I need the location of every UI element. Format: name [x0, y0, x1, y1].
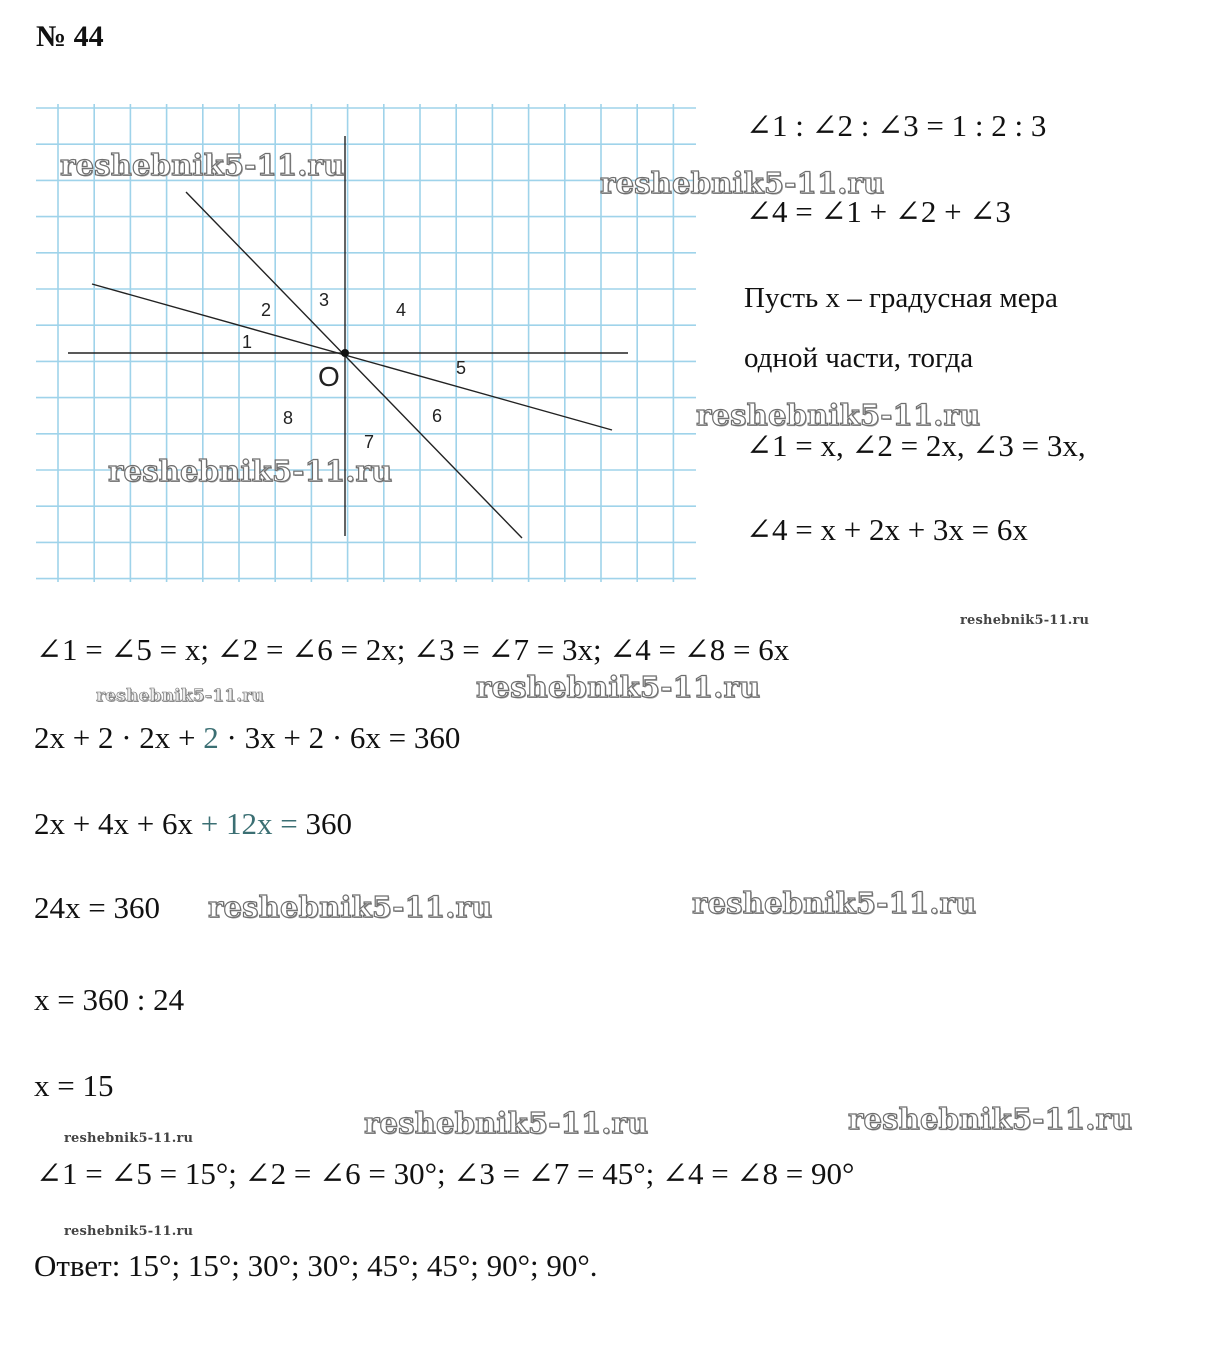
- angle-label-4: 4: [396, 300, 407, 320]
- angle-label-3: 3: [319, 290, 330, 310]
- problem-number: № 44: [36, 20, 104, 53]
- angle-label-6: 6: [432, 406, 443, 426]
- watermark: reshebnik5-11.ru: [108, 454, 393, 488]
- equation-2: [34, 806, 352, 842]
- equation-3: 24x = 360: [34, 890, 160, 925]
- vertical-angles-line: ∠1 = ∠5 = x; ∠2 = ∠6 = 2x; ∠3 = ∠7 = 3x; ∠4 = ∠8 = 6x: [36, 632, 790, 667]
- watermark: reshebnik5-11.ru: [96, 686, 264, 706]
- watermark: reshebnik5-11.ru: [364, 1106, 649, 1140]
- angle-label-1: 1: [242, 332, 253, 352]
- equation-1-part-c: · 3x + 2 · 6x = 360: [218, 720, 461, 755]
- watermark: reshebnik5-11.ru: [64, 1224, 194, 1239]
- angle4-line: ∠4 = x + 2x + 3x = 6x: [746, 512, 1028, 547]
- watermark: reshebnik5-11.ru: [600, 166, 885, 200]
- ratio-line: ∠1 : ∠2 : ∠3 = 1 : 2 : 3: [746, 108, 1047, 143]
- equation-1: [34, 720, 460, 756]
- equation-4: x = 360 : 24: [34, 982, 185, 1017]
- answer-line: Ответ: 15°; 15°; 30°; 30°; 45°; 45°; 90°; 90°.: [34, 1248, 598, 1283]
- watermark: reshebnik5-11.ru: [64, 1131, 194, 1146]
- equation-5: x = 15: [34, 1068, 114, 1103]
- angle-label-5: 5: [456, 358, 467, 378]
- watermark: reshebnik5-11.ru: [208, 890, 493, 924]
- equation-1-part-a: 2x + 2 · 2x +: [34, 720, 204, 755]
- let-line-2: одной части, тогда: [744, 342, 974, 374]
- point-o: [341, 349, 349, 357]
- watermark: reshebnik5-11.ru: [960, 613, 1090, 628]
- equation-2-part-a: 2x + 4x + 6x: [34, 806, 201, 841]
- result-line: ∠1 = ∠5 = 15°; ∠2 = ∠6 = 30°; ∠3 = ∠7 = 45°; ∠4 = ∠8 = 90°: [36, 1156, 855, 1191]
- angle-label-7: 7: [364, 432, 375, 452]
- equation-1-part-b: 2: [203, 720, 219, 755]
- point-o-label: O: [318, 361, 340, 392]
- shallow-line: [92, 284, 612, 430]
- watermark: reshebnik5-11.ru: [60, 148, 345, 182]
- let-line-1: Пусть x – градусная мера: [744, 282, 1058, 314]
- angle-sum-line: ∠4 = ∠1 + ∠2 + ∠3: [746, 194, 1011, 229]
- watermark: reshebnik5-11.ru: [476, 670, 761, 704]
- watermark: reshebnik5-11.ru: [696, 398, 981, 432]
- watermark: reshebnik5-11.ru: [848, 1102, 1133, 1136]
- angle-label-2: 2: [261, 300, 272, 320]
- angles-line: ∠1 = x, ∠2 = 2x, ∠3 = 3x,: [746, 428, 1086, 463]
- equation-2-part-b: + 12x =: [200, 806, 306, 841]
- watermark: reshebnik5-11.ru: [692, 886, 977, 920]
- equation-2-part-c: 360: [305, 806, 352, 841]
- angle-label-8: 8: [283, 408, 294, 428]
